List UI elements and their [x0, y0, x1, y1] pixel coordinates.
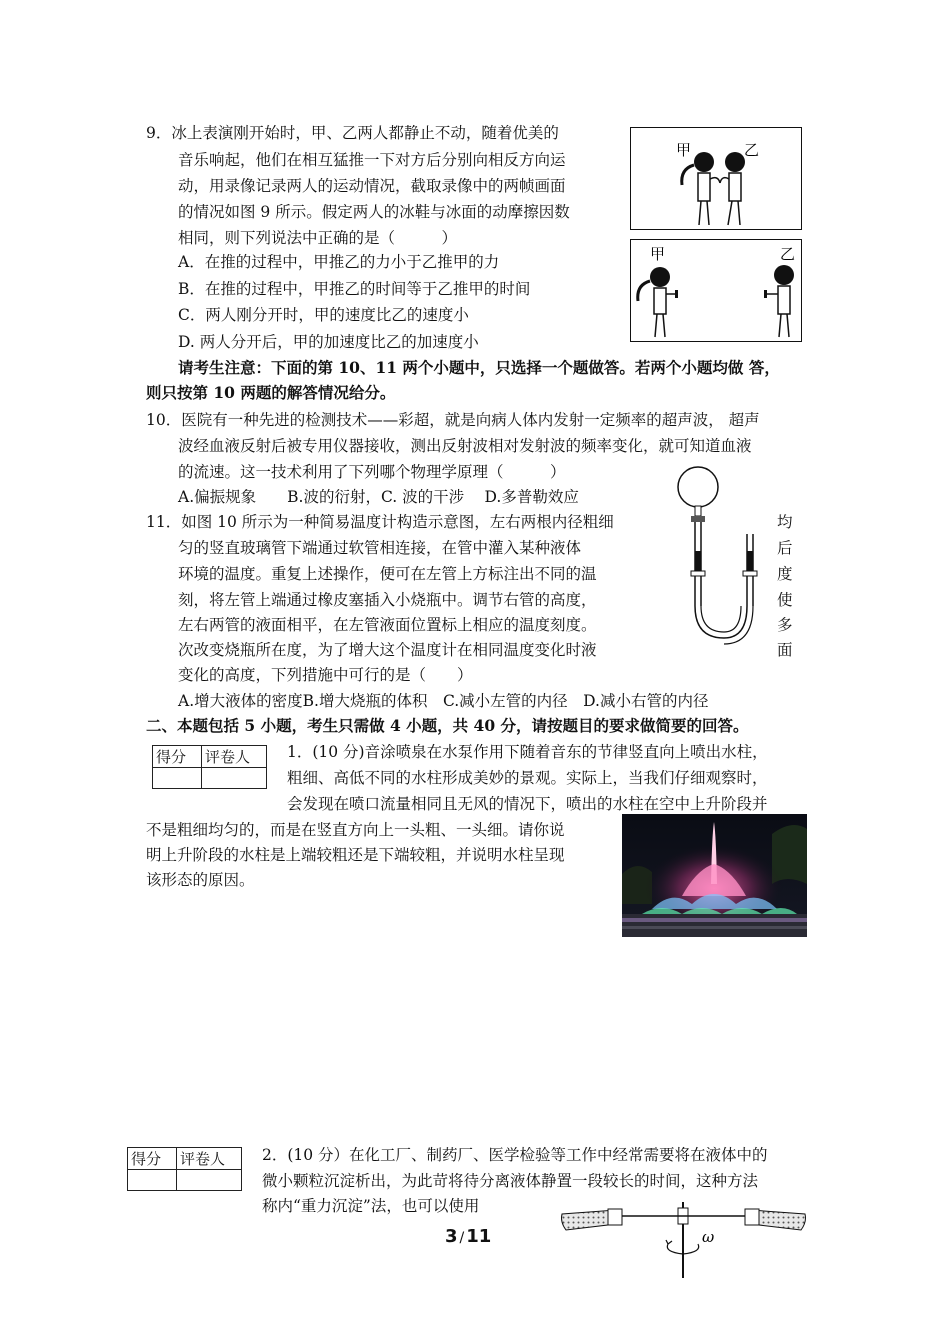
- centrifuge-figure: [556, 1200, 811, 1280]
- page-indicator: 3 / 11: [445, 1226, 492, 1247]
- score-table-2: [127, 1147, 242, 1191]
- notice-line-1: 请考生注意：下面的第 10、11 两个小题中，只选择一个题做答。若两个小题均做 答，: [178, 358, 780, 377]
- q11-options: A.增大液体的密度B.增大烧瓶的体积 C.减小左管的内径 D.减小右管的内径: [178, 692, 709, 710]
- p1-line-2: 粗细、高低不同的水柱形成美妙的景观。实际上，当我们仔细观察时，: [287, 769, 768, 787]
- score-table-1-col1: 得分: [153, 746, 202, 768]
- q11-right-char-1: 均: [777, 513, 793, 531]
- q9-option-c: C．两人刚分开时，甲的速度比乙的速度小: [178, 306, 469, 324]
- q10-line-2: 波经血液反射后被专用仪器接收，测出反射波相对发射波的频率变化，就可知道血液: [178, 437, 752, 455]
- q11-line-1: 11．如图 10 所示为一种简易温度计构造示意图，左右两根内径粗细: [146, 513, 614, 531]
- q11-line-6: 次改变烧瓶所在度，为了增大这个温度计在相同温度变化时液: [178, 641, 597, 659]
- omega-label: ω: [702, 1228, 715, 1246]
- score-table-2-col2: 评卷人: [177, 1148, 242, 1170]
- q10-options: A.偏振规象 B.波的衍射，C. 波的干涉 D.多普勒效应: [178, 488, 579, 506]
- score-table-2-col1: 得分: [128, 1148, 177, 1170]
- score-table-1: [152, 745, 267, 789]
- notice-line-2: 则只按第 10 两题的解答情况给分。: [146, 383, 396, 402]
- q11-right-char-2: 后: [777, 539, 793, 557]
- figure-9-bottom-label-yi: 乙: [780, 245, 796, 263]
- score-table-1-score-cell[interactable]: [153, 768, 202, 789]
- section-2-heading: 二、本题包括 5 小题，考生只需做 4 小题，共 40 分，请按题目的要求做简要的回答。: [146, 716, 749, 735]
- q11-line-7: 变化的高度，下列措施中可行的是（ ）: [178, 666, 473, 684]
- q11-right-char-3: 度: [777, 565, 793, 583]
- q9-option-d: D. 两人分开后，甲的加速度比乙的加速度小: [178, 333, 479, 351]
- q10-line-3: 的流速。这一技术利用了下列哪个物理学原理（ ）: [178, 463, 566, 481]
- p1-line-1: 1．(10 分)音涂喷泉在水泵作用下随着音东的节律竖直向上喷出水柱，: [287, 743, 768, 761]
- figure-10-thermometer: [670, 466, 770, 646]
- q11-line-2: 匀的竖直玻璃管下端通过软管相连接，在管中灌入某种液体: [178, 539, 582, 557]
- q11-right-char-5: 多: [777, 616, 793, 634]
- figure-9-bottom-label-jia: 甲: [650, 245, 666, 263]
- figure-9-bottom: [630, 239, 802, 342]
- q9-line-1: 9．冰上表演刚开始时，甲、乙两人都静止不动，随着优美的: [146, 124, 559, 142]
- q9-option-b: B．在推的过程中，甲推乙的时间等于乙推甲的时间: [178, 280, 531, 298]
- q9-line-5: 相同，则下列说法中正确的是（ ）: [178, 229, 458, 247]
- q11-right-char-4: 使: [777, 591, 793, 609]
- fountain-photo: [622, 814, 807, 937]
- p1-line-6: 该形态的原因。: [146, 871, 255, 889]
- score-table-1-grader-cell[interactable]: [202, 768, 267, 789]
- q11-right-char-6: 面: [777, 641, 793, 659]
- q9-line-2: 音乐响起，他们在相互猛推一下对方后分别向相反方向运: [178, 151, 566, 169]
- p2-line-2: 微小颗粒沉淀析出，为此苛将待分离液体静置一段较长的时间，这种方法: [262, 1172, 759, 1190]
- p1-line-4: 不是粗细均匀的，而是在竖直方向上一头粗、一头细。请你说: [146, 821, 565, 839]
- figure-9-top-label-jia: 甲: [676, 141, 692, 159]
- p2-line-1: 2．(10 分）在化工厂、制药厂、医学检验等工作中经常需要将在液体中的: [262, 1146, 768, 1164]
- q11-line-5: 左右两管的液面相平，在左管液面位置标上相应的温度刻度。: [178, 616, 597, 634]
- figure-9-top-label-yi: 乙: [744, 141, 760, 159]
- q11-line-3: 环境的温度。重复上述操作，便可在左管上方标注出不同的温: [178, 565, 597, 583]
- score-table-1-col2: 评卷人: [202, 746, 267, 768]
- q11-line-4: 刻，将左管上端通过橡皮塞插入小烧瓶中。调节右管的高度，: [178, 591, 597, 609]
- page-current: 3: [445, 1226, 458, 1247]
- p1-line-5: 明上升阶段的水柱是上端较粗还是下端较粗，并说明水柱呈现: [146, 846, 565, 864]
- q9-line-3: 动，用录像记录两人的运动情况，截取录像中的两帧画面: [178, 177, 566, 195]
- score-table-2-score-cell[interactable]: [128, 1170, 177, 1191]
- q10-line-1: 10．医院有一种先进的检测技术——彩超，就是向病人体内发射一定频率的超声波， 超声: [146, 411, 760, 429]
- p1-line-3: 会发现在喷口流量相同且无风的情况下，喷出的水柱在空中上升阶段并: [287, 795, 768, 813]
- figure-9-top: [630, 127, 802, 230]
- q9-line-4: 的情况如图 9 所示。假定两人的冰鞋与冰面的动摩擦因数: [178, 203, 570, 221]
- page-total: 11: [466, 1226, 492, 1247]
- q9-option-a: A．在推的过程中，甲推乙的力小于乙推甲的力: [178, 253, 500, 271]
- p2-line-3: 称内“重力沉淀”法，也可以使用: [262, 1197, 480, 1215]
- score-table-2-grader-cell[interactable]: [177, 1170, 242, 1191]
